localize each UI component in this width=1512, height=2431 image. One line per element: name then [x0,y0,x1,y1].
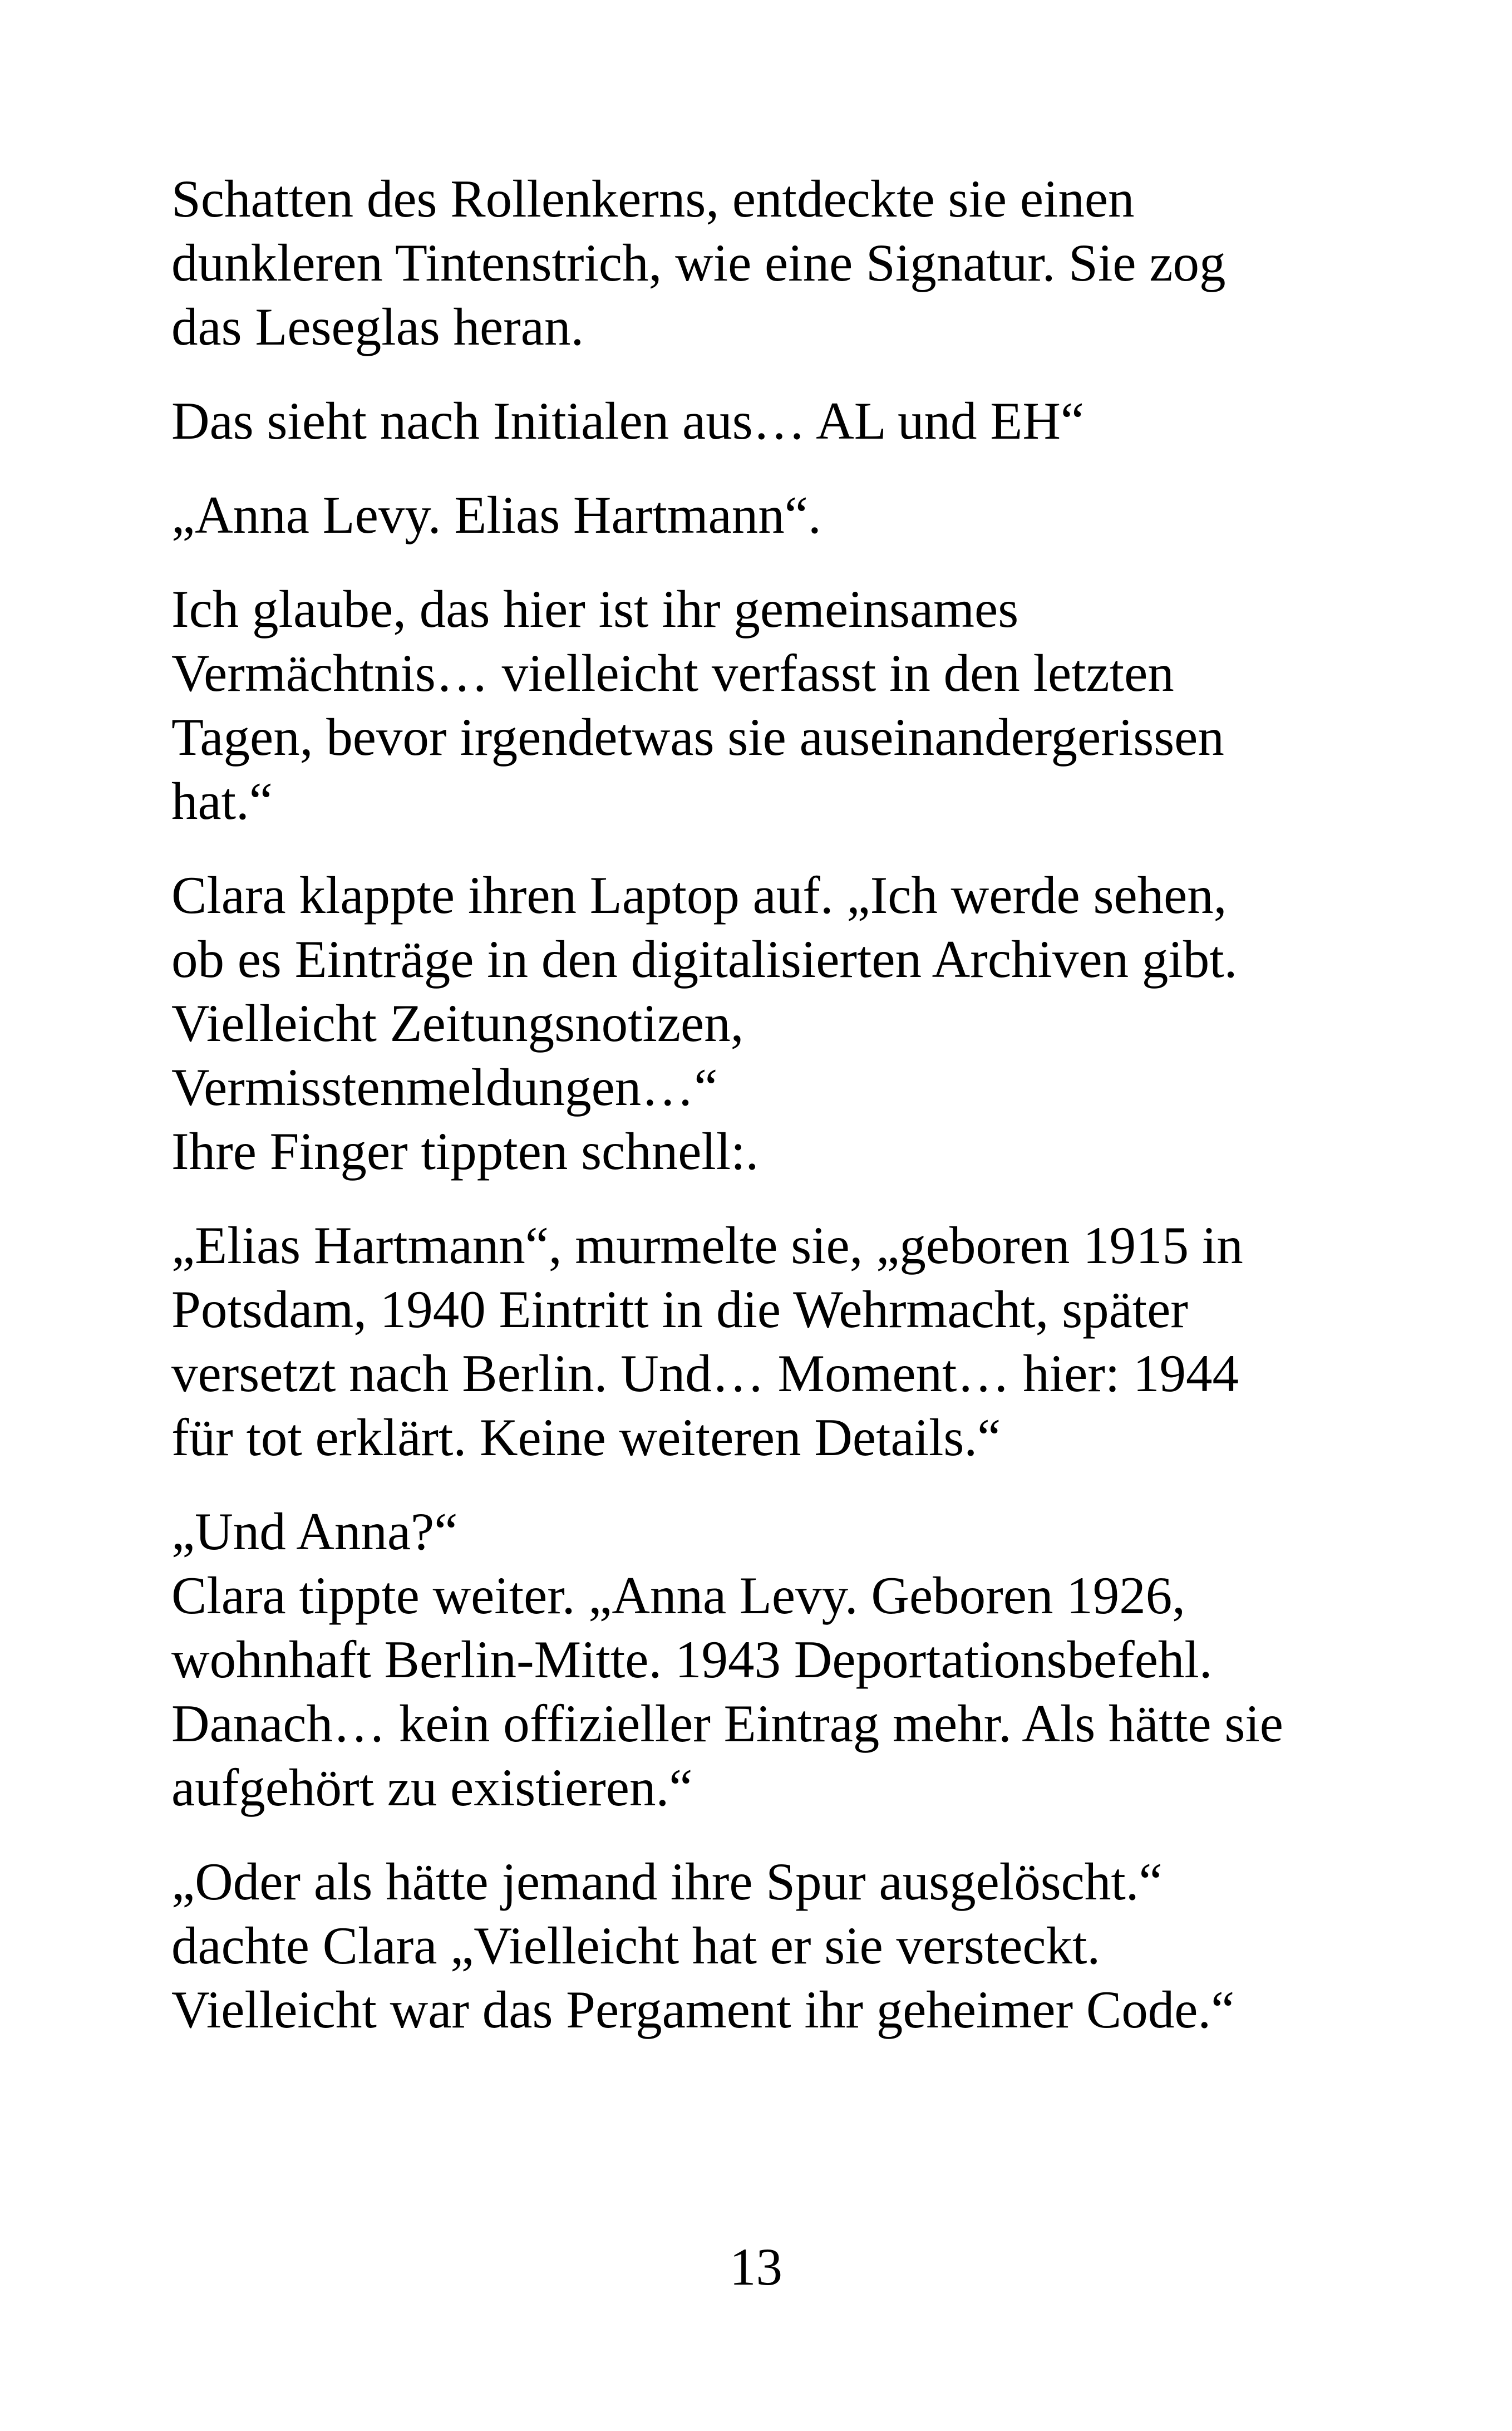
paragraph-4: Ich glaube, das hier ist ihr gemeinsames Vermächtnis… vielleicht verfasst in den letzten Tagen, bevor irgendetwas sie auseinandergerissen hat.“ [171,579,1224,831]
body-text [171,167,1368,2072]
page-number: 13 [730,2237,782,2296]
paragraph-3: „Anna Levy. Elias Hartmann“. [171,485,821,544]
paragraph-2: Das sieht nach Initialen aus… AL und EH“ [171,391,1085,450]
paragraph-6: „Elias Hartmann“, murmelte sie, „geboren 1915 in Potsdam, 1940 Eintritt in die Wehrmacht, später versetzt nach Berlin. Und… Moment… hier: 1944 für tot erklärt. Keine weiteren Details.“ [171,1216,1243,1467]
paragraph-8: „Oder als hätte jemand ihre Spur ausgelöscht.“ dachte Clara „Vielleicht hat er sie versteckt. Vielleicht war das Pergament ihr geheimer Code.“ [171,1852,1235,2039]
paragraph-1: Schatten des Rollenkerns, entdeckte sie einen dunkleren Tintenstrich, wie eine Signatur. Sie zog das Leseglas heran. [171,169,1226,356]
paragraph-7: „Und Anna?“ Clara tippte weiter. „Anna Levy. Geboren 1926, wohnhaft Berlin-Mitte. 1943 Deportationsbefehl. Danach… kein offizieller Eintrag mehr. Als hätte sie aufgehört zu existieren.“ [171,1502,1283,1817]
paragraph-5: Clara klappte ihren Laptop auf. „Ich werde sehen, ob es Einträge in den digitalisierten Archiven gibt. Vielleicht Zeitungsnotizen, Vermisstenmeldungen…“ Ihre Finger tippten schnell:. [171,866,1238,1181]
